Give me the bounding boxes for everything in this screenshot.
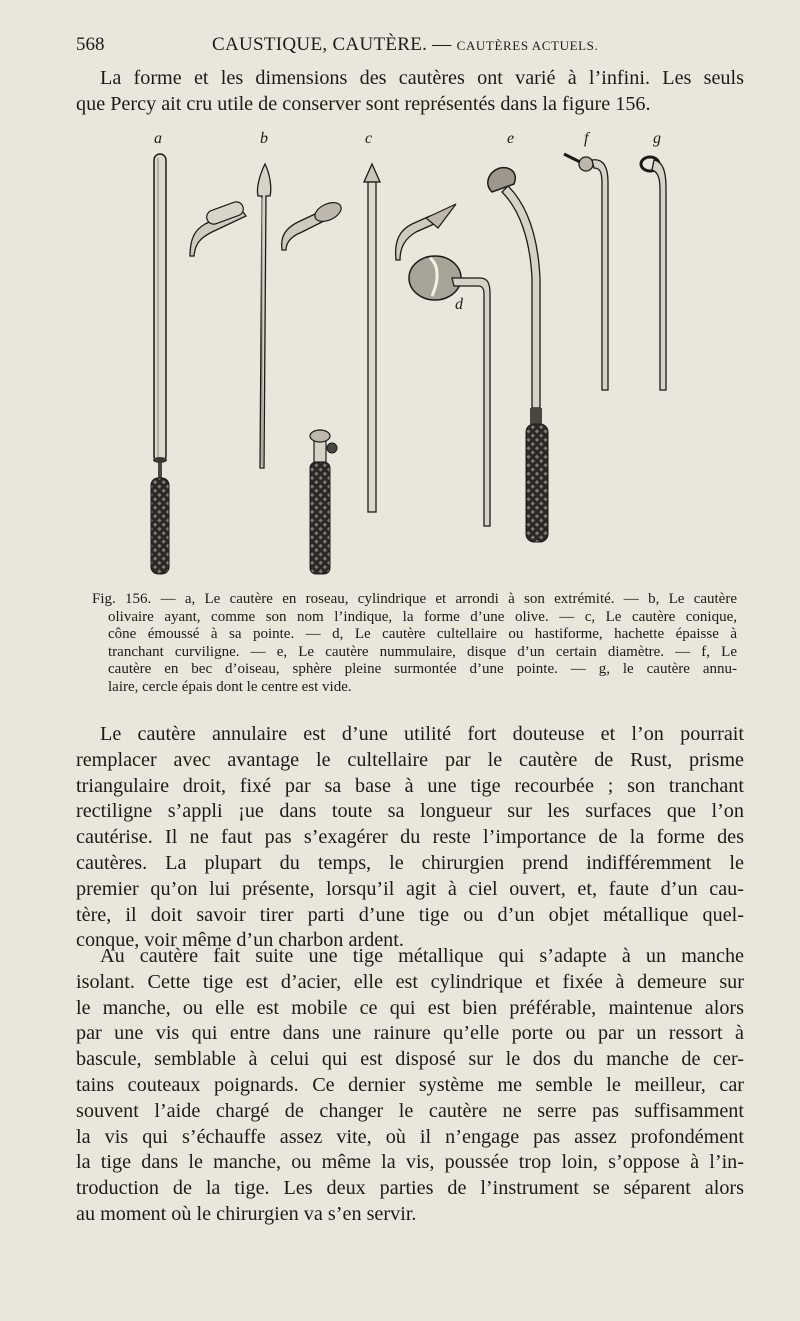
text-line: cautères. La plupart du temps, le chirurgien prend indifféremment le [76,851,744,874]
text-line: rectiligne s’appli ¡ue dans toute sa longueur sur les surfaces que l’on [76,800,744,823]
label-c: c [365,130,373,147]
cautery-e-instrument [488,168,548,542]
caption-line: olivaire ayant, comme son nom l’indique, la forme d’une olive. — c, Le cautère conique, [108,608,737,625]
label-b: b [260,130,268,147]
text-line: conque, voir même d’un charbon ardent. [76,929,404,952]
text-line: que Percy ait cru utile de conserver sont représentés dans la figure 156. [76,92,651,115]
header-title: CAUSTIQUE, CAUTÈRE. [212,34,428,55]
label-e: e [507,130,515,147]
text-line: La forme et les dimensions des cautères ont varié à l’infini. Les seuls [100,67,744,89]
cautery-a-instrument [151,154,169,574]
text-line: tains couteaux poignards. Ce dernier système me semble le meilleur, car [76,1073,744,1096]
figure-caption [92,591,737,697]
text-line: au moment où le chirurgien va s’en servir. [76,1202,417,1225]
text-line: la vis qui s’échauffe assez vite, où il n’engage pas assez profondément [76,1125,744,1148]
text-line: par une vis qui entre dans une rainure qu’elle porte ou par un ressort à [76,1022,744,1045]
label-a: a [154,130,162,147]
page-number: 568 [76,34,105,55]
text-line: Le cautère annulaire est d’une utilité fort douteuse et l’on pourrait [100,723,744,745]
text-line: Au cautère fait suite une tige métallique qui s’adapte à un manche [100,945,744,967]
caption-line: Fig. 156. — a, Le cautère en roseau, cylindrique et arrondi à son extrémité. — b, Le cautère [92,591,737,607]
text-line: bascule, semblable à celui qui est disposé sur le dos du manche de cer- [76,1048,744,1071]
text-line: premier qu’on lui présente, lorsqu’il agit à ciel ouvert, et, faute d’un cau- [76,877,744,900]
text-line: tère, il doit savoir tirer parti d’une tige ou d’un objet métallique quel- [76,903,744,926]
text-line: isolant. Cette tige est d’acier, elle est cylindrique et fixée à demeure sur [76,970,744,993]
caption-line: tranchant curviligne. — e, Le cautère nummulaire, disque d’un certain diamètre. — f, Le [108,643,737,660]
paragraph-1 [76,722,744,954]
header-dash: — [432,34,452,55]
text-line: remplacer avec avantage le cultellaire par le cautère de Rust, prisme [76,748,744,771]
text-line: la tige dans le manche, ou même la vis, poussée trop loin, s’oppose à l’in- [76,1151,744,1174]
text-line: troduction de la tige. Les deux parties de l’instrument se séparent alors [76,1177,744,1200]
text-line: triangulaire droit, fixé par sa base à une tige recourbée ; son tranchant [76,774,744,797]
running-header [76,34,736,58]
text-line: cautérise. Il ne faut pas s’exagérer du reste l’importance de la forme des [76,826,744,849]
paragraph-2 [76,944,744,1228]
cautery-g-instrument [641,157,666,390]
caption-line: cône émoussé à sa pointe. — d, Le cautère cultellaire ou hastiforme, hachette épaisse à [108,626,737,643]
cautery-b-instrument [257,164,270,468]
running-title [212,34,598,56]
text-line: le manche, ou elle est mobile ce qui est bien préférable, maintenue alors [76,996,744,1019]
cautery-d-instrument [409,256,490,526]
caption-line: cautère en bec d’oiseau, sphère pleine surmontée d’une pointe. — g, le cautère annu- [108,661,737,678]
header-subtitle: CAUTÈRES ACTUELS. [456,38,599,53]
text-line: souvent l’aide chargé de changer le cautère ne serre pas suffisamment [76,1099,744,1122]
cautery-c-instrument [364,164,380,512]
cautery-a-head [190,200,246,256]
label-f: f [584,130,589,147]
label-d: d [455,296,463,313]
caption-line: laire, cercle épais dont le centre est vide. [108,678,352,695]
screw-handle [310,430,337,574]
label-g: g [653,130,661,147]
cautery-f-instrument [564,154,608,390]
intro-paragraph [76,66,744,118]
figure-156-instruments [100,128,700,588]
instruments-engraving [100,128,700,588]
cautery-c-head [396,204,456,260]
cautery-b-head [282,199,344,250]
